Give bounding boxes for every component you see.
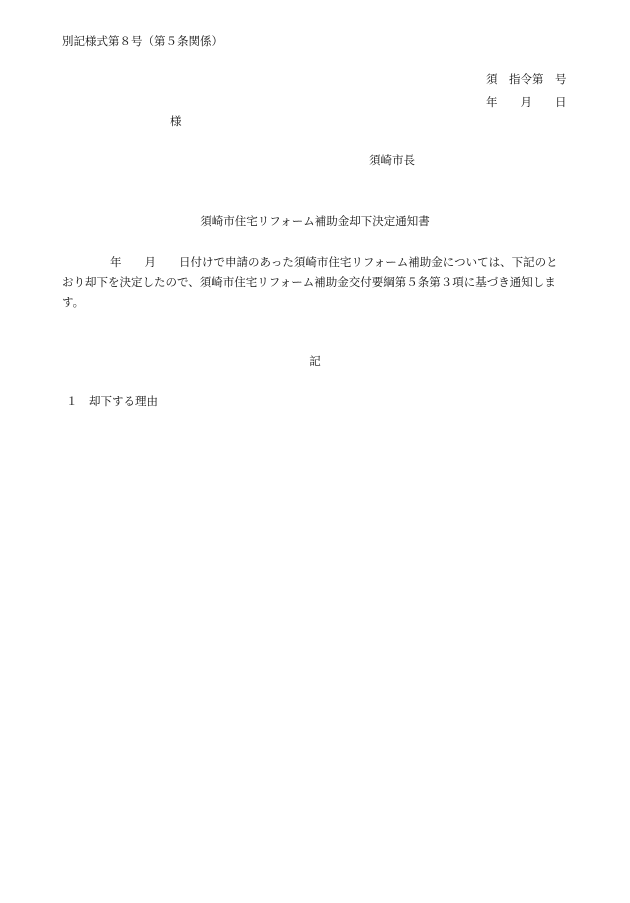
document-date: 年 月 日 [486, 95, 567, 109]
body-line-3: す。 [62, 295, 85, 309]
addressee: 様 [170, 114, 182, 128]
body-paragraph [62, 252, 574, 312]
document-title: 須崎市住宅リフォーム補助金却下決定通知書 [200, 214, 430, 228]
document-number: 須 指令第 号 [486, 72, 567, 86]
form-number: 別記様式第８号（第５条関係） [62, 34, 223, 48]
body-line-1-text: 年 月 日付けで申請のあった須崎市住宅リフォーム補助金については、下記のと [110, 255, 558, 269]
item-1-reason: １ 却下する理由 [66, 394, 158, 408]
ki-heading: 記 [309, 354, 321, 368]
body-line-2: おり却下を決定したので、須崎市住宅リフォーム補助金交付要綱第５条第３項に基づき通知しま [62, 275, 556, 289]
body-line-1 [62, 252, 574, 272]
issuer: 須崎市長 [369, 153, 415, 167]
